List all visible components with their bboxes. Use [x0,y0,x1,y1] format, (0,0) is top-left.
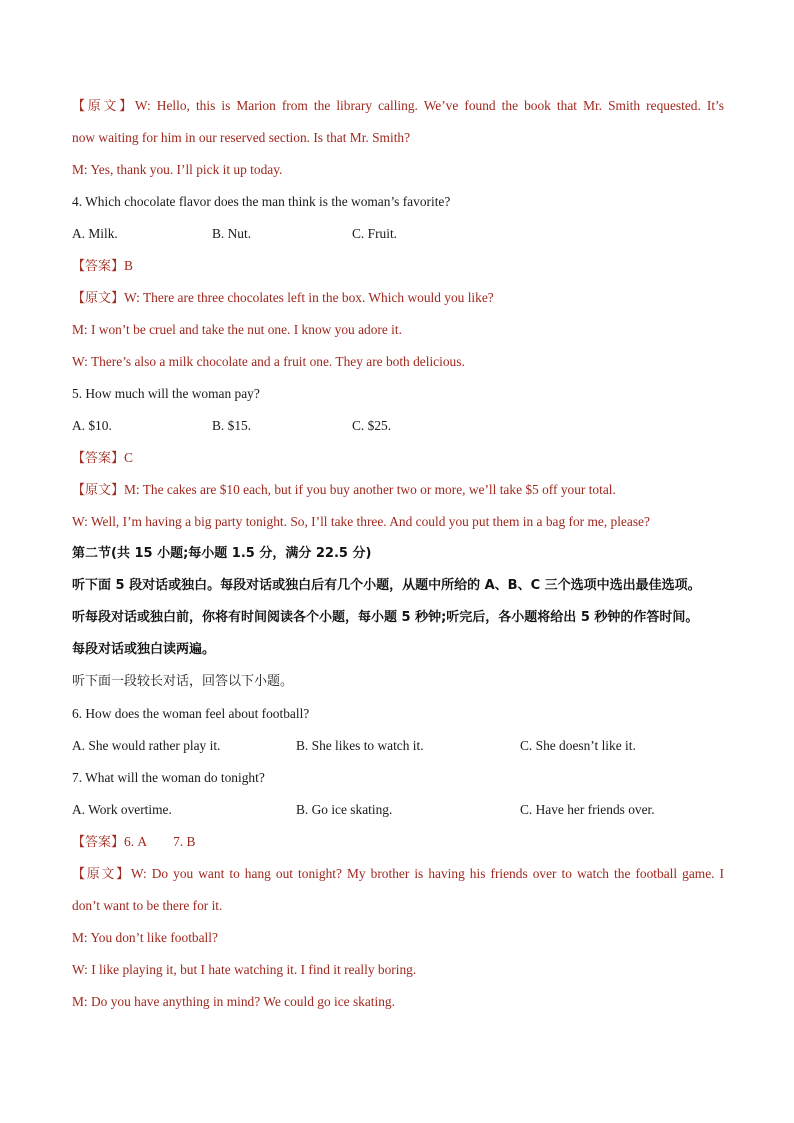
q67-script-line-4: W: I like playing it, but I hate watching it. I find it really boring. [72,962,417,977]
q67-script-line-5: M: Do you have anything in mind? We could go ice skating. [72,994,395,1009]
q3-script-line-1 [72,96,724,128]
q5-option-c: C. $25. [352,418,392,433]
q5-options [72,416,724,448]
transcript-tag: 【原文】 [72,867,131,882]
transcript-tag: 【原文】 [72,99,135,114]
section2-heading: 第二节(共 15 小题;每小题 1.5 分，满分 22.5 分) [72,546,372,561]
q3-script-line-3: M: Yes, thank you. I’ll pick it up today. [72,162,283,177]
q7-question: 7. What will the woman do tonight? [72,770,265,785]
q4-answer [72,256,724,288]
q5-script-line-1: 【原文】M: The cakes are $10 each, but if you buy another two or more, we’ll take $5 off your total. [72,482,616,498]
q6-option-b: B. She likes to watch it. [296,738,424,753]
q6-question: 6. How does the woman feel about football? [72,706,310,721]
q4-option-b: B. Nut. [212,226,252,241]
q4-option-c: C. Fruit. [352,226,398,241]
q6-option-c: C. She doesn’t like it. [520,738,636,753]
q5-answer-value: C [124,450,133,465]
answer-tag: 【答案】 [72,451,125,466]
q67-script-line-3: M: You don’t like football? [72,930,218,945]
q7-options [72,800,724,832]
section2-lead: 听下面一段较长对话，回答以下小题。 [72,674,294,689]
q4-answer-value: B [124,258,133,273]
q5-answer [72,448,724,480]
q6-option-a: A. She would rather play it. [72,738,221,753]
q67-answer [72,832,724,864]
q5-question: 5. How much will the woman pay? [72,386,260,401]
transcript-tag: 【原文】 [72,291,125,306]
q5-script-line-2: W: Well, I’m having a big party tonight. So, I’ll take three. And could you put them in a bag for me, please? [72,514,650,529]
section2-instruction-1: 听下面 5 段对话或独白。每段对话或独白后有几个小题，从题中所给的 A、B、C 三个选项中选出最佳选项。 [72,578,701,593]
q4-script-line-2: M: I won’t be cruel and take the nut one. I know you adore it. [72,322,402,337]
q67-answer-value: 6. A 7. B [124,834,196,849]
q6-options [72,736,724,768]
q67-script-line-2: don’t want to be there for it. [72,898,223,913]
q4-options [72,224,724,256]
transcript-tag: 【原文】 [72,483,125,498]
q4-script-line-1: 【原文】W: There are three chocolates left in the box. Which would you like? [72,290,494,306]
section2-instruction-2: 听每段对话或独白前，你将有时间阅读各个小题，每小题 5 秒钟;听完后，各小题将给出 5 秒钟的作答时间。 [72,610,699,625]
q4-option-a: A. Milk. [72,226,118,241]
answer-tag: 【答案】 [72,835,125,850]
q3-script-line-2: now waiting for him in our reserved section. Is that Mr. Smith? [72,130,411,145]
q7-option-c: C. Have her friends over. [520,802,655,817]
q7-option-a: A. Work overtime. [72,802,172,817]
q5-option-b: B. $15. [212,418,252,433]
answer-tag: 【答案】 [72,259,125,274]
q4-question: 4. Which chocolate flavor does the man think is the woman’s favorite? [72,194,451,209]
q67-script-line-1: 【原文】W: Do you want to hang out tonight? My brother is having his friends over to watch the football game. I [72,866,724,882]
q4-script-line-3: W: There’s also a milk chocolate and a fruit one. They are both delicious. [72,354,465,369]
document-page [72,96,724,1024]
q5-option-a: A. $10. [72,418,112,433]
section2-instruction-3: 每段对话或独白读两遍。 [72,642,216,657]
q3-script-text-1: W: Hello, this is Marion from the library calling. We’ve found the book that Mr. Smith requested. It’s [134,98,724,113]
q7-option-b: B. Go ice skating. [296,802,393,817]
